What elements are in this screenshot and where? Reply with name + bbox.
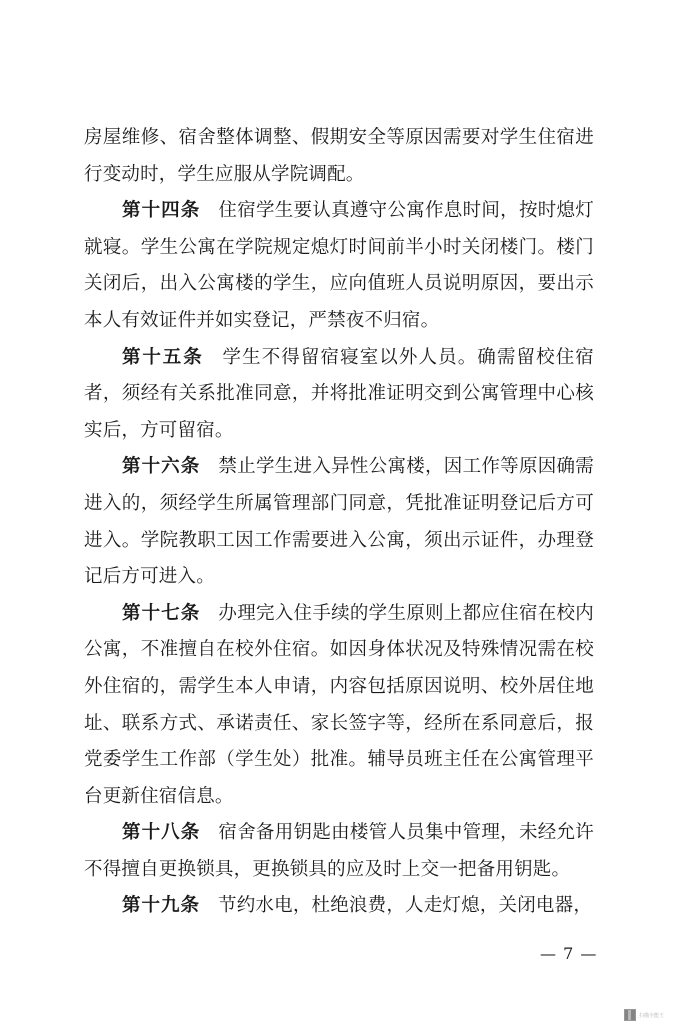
article-number: 第十六条 <box>122 456 201 478</box>
paragraph-article-15 <box>84 340 594 450</box>
paragraph-article-16 <box>84 449 594 595</box>
paragraph-text: 学生不得留宿寝室以外人员。确需留校住宿者，须经有关系批准同意，并将批准证明交到公寓管理中心核实后，方可留宿。 <box>84 346 594 441</box>
article-number: 第十四条 <box>122 200 201 222</box>
scanner-watermark <box>624 1009 664 1021</box>
paragraph-text: 房屋维修、宿舍整体调整、假期安全等原因需要对学生住宿进行变动时，学生应服从学院调配。 <box>84 127 594 185</box>
paragraph-article-14 <box>84 193 594 339</box>
paragraph-text: 宿舍备用钥匙由楼管人员集中管理，未经允许不得擅自更换锁具，更换锁具的应及时上交一把备用钥匙。 <box>84 822 594 880</box>
paragraph-text: 节约水电，杜绝浪费，人走灯熄，关闭电器， <box>218 895 593 917</box>
paragraph-article-17 <box>84 596 594 816</box>
watermark-text: 扫描全能王 <box>639 1012 665 1019</box>
article-number: 第十七条 <box>122 602 201 624</box>
paragraph-text: 住宿学生要认真遵守公寓作息时间，按时熄灯就寝。学生公寓在学院规定熄灯时间前半小时关闭楼门。楼门关闭后，出入公寓楼的学生，应向值班人员说明原因，要出示本人有效证件并如实登记，严禁夜不归宿。 <box>84 200 594 331</box>
article-number: 第十八条 <box>122 822 201 844</box>
paragraph-text: 办理完入住手续的学生原则上都应住宿在校内公寓，不准擅自在校外住宿。如因身体状况及特殊情况需在校外住宿的，需学生本人申请，内容包括原因说明、校外居住地址、联系方式、承诺责任、家长签字等，经所在系同意后，报党委学生工作部（学生处）批准。辅导员班主任在公寓管理平台更新住宿信息。 <box>84 602 594 807</box>
paragraph-text: 禁止学生进入异性公寓楼，因工作等原因确需进入的，须经学生所属管理部门同意，凭批准证明登记后方可进入。学院教职工因工作需要进入公寓，须出示证件，办理登记后方可进入。 <box>84 456 594 588</box>
document-body <box>84 120 594 925</box>
paragraph-continuation <box>84 120 594 193</box>
article-number: 第十九条 <box>122 895 201 917</box>
page-number: — 7 — <box>540 944 598 963</box>
paragraph-article-19 <box>84 888 594 925</box>
article-number: 第十五条 <box>122 346 204 368</box>
paragraph-article-18 <box>84 815 594 888</box>
qr-code-icon <box>624 1009 636 1021</box>
